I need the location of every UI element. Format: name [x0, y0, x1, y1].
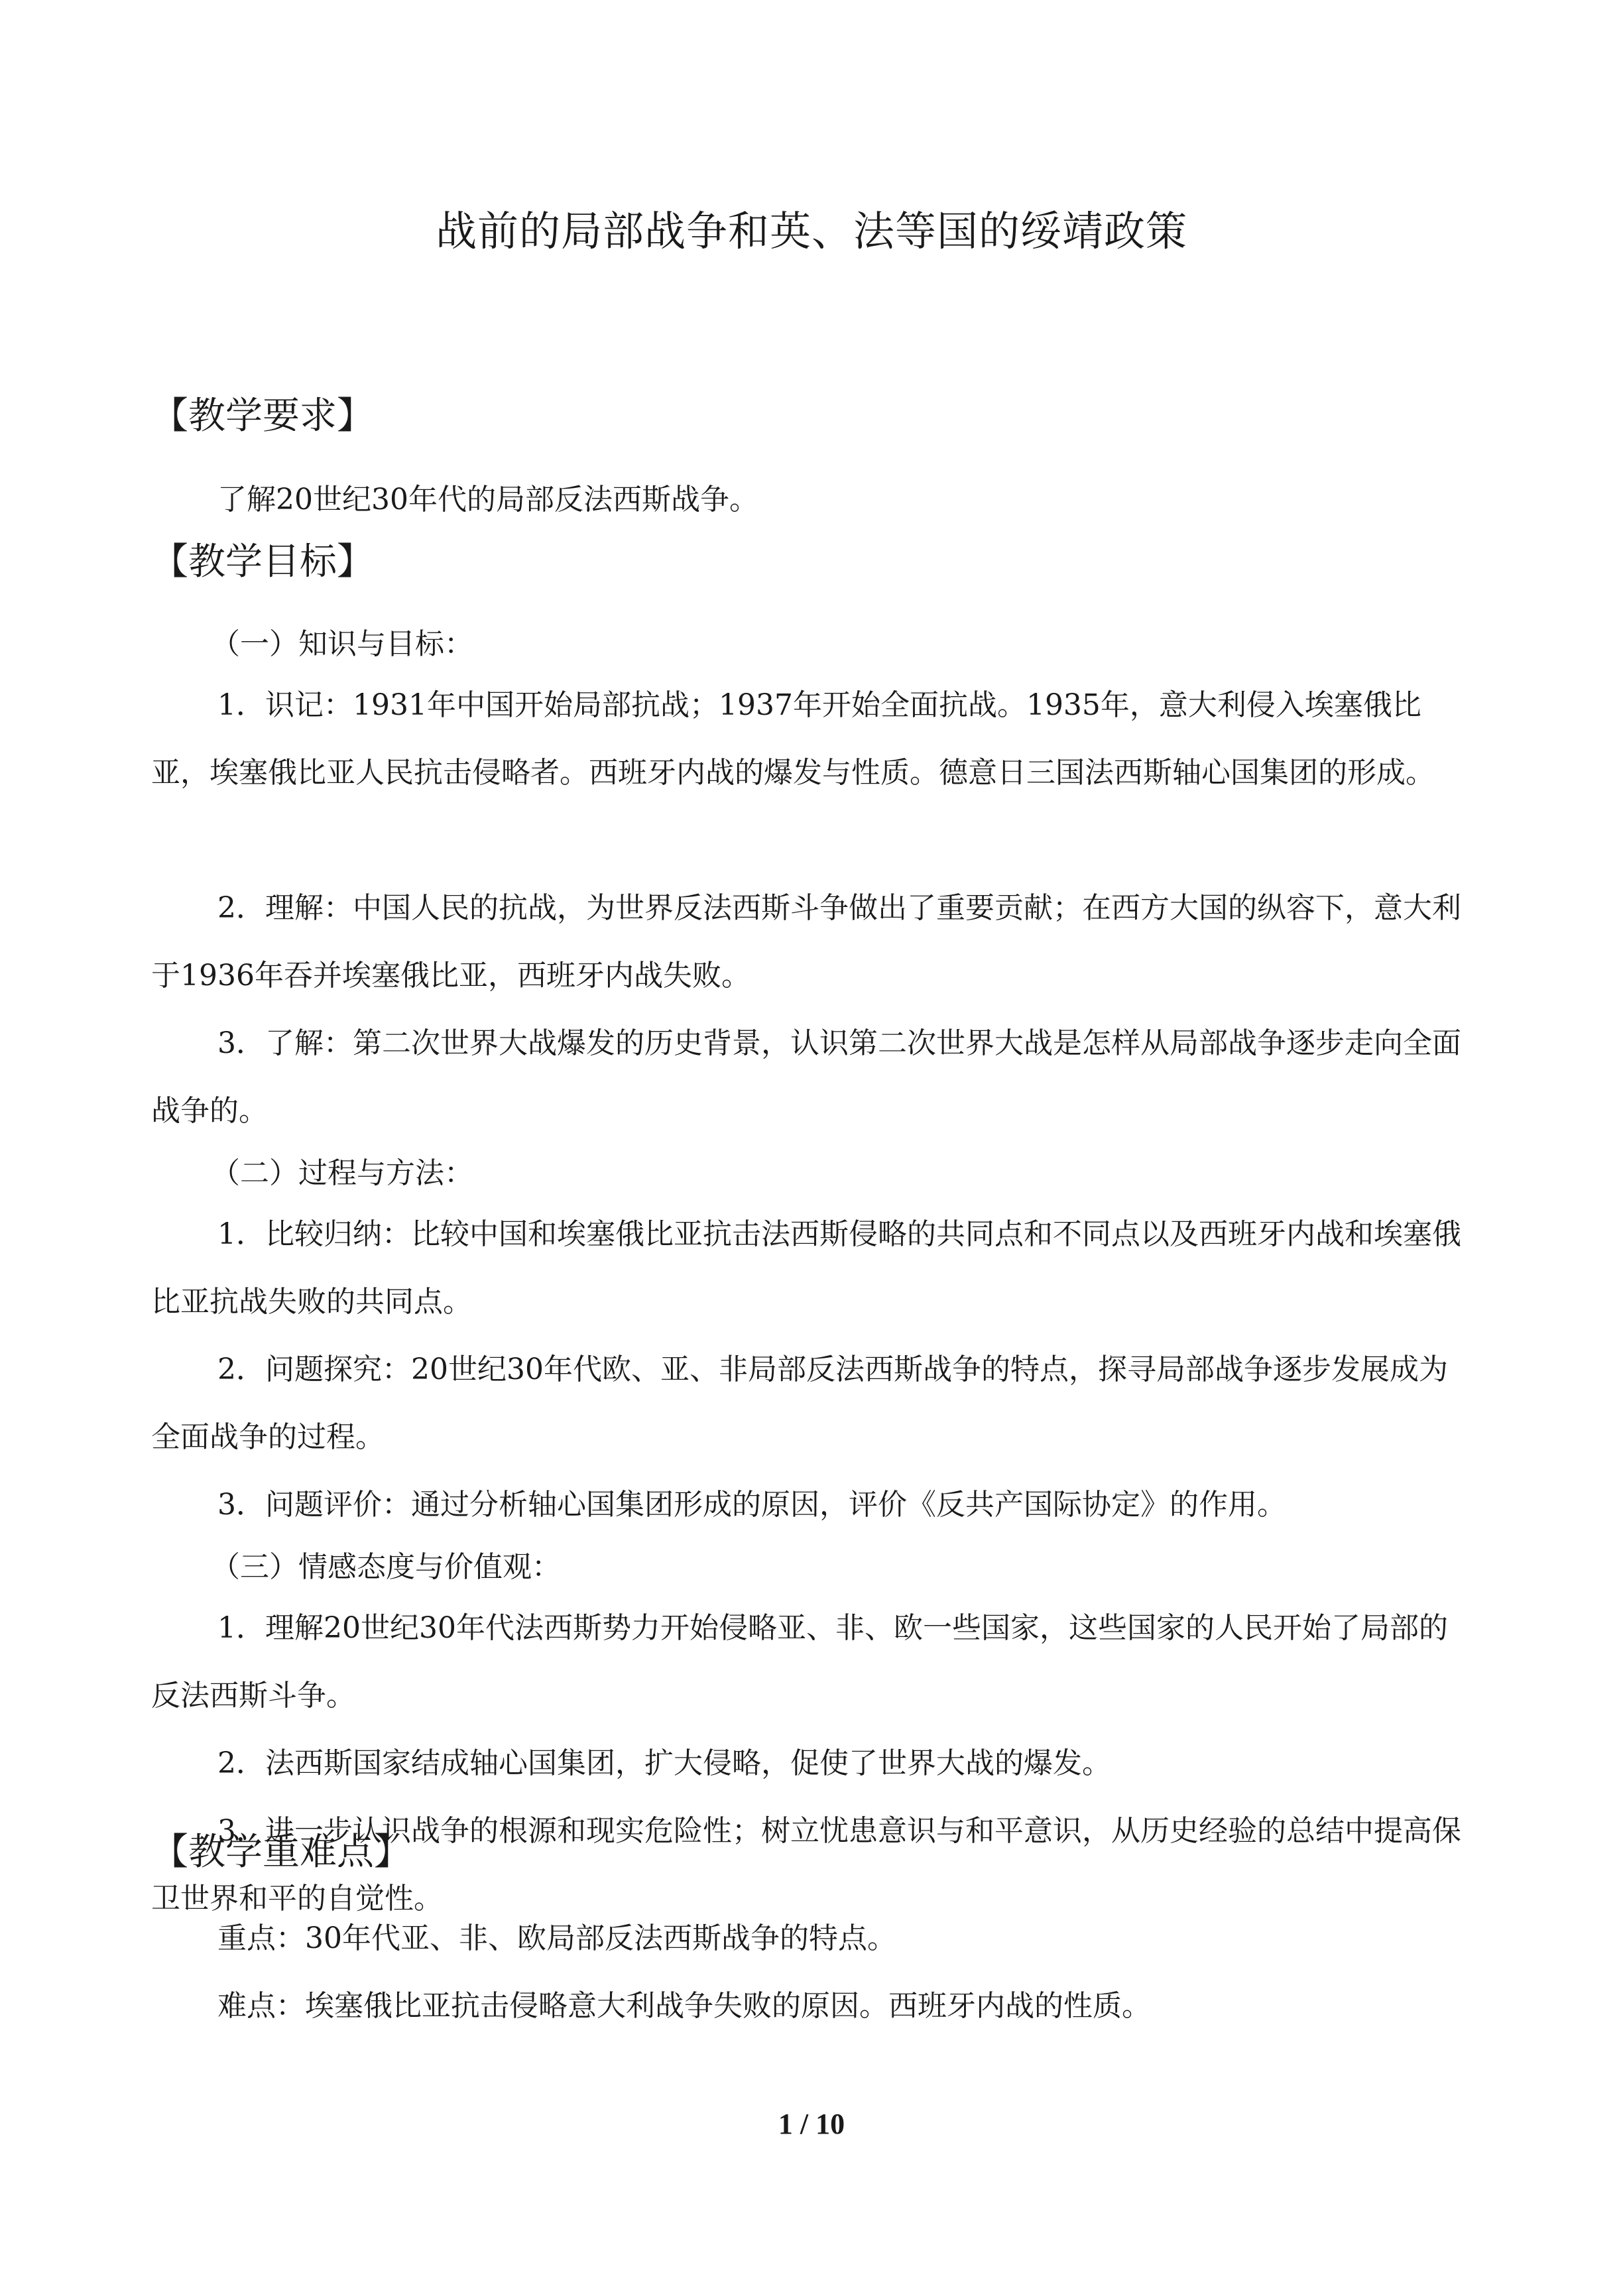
- knowledge-item-2: [151, 875, 1474, 1010]
- key-point-text: [151, 1905, 1474, 1972]
- requirements-text: [151, 466, 1474, 534]
- process-item-1: [151, 1201, 1474, 1336]
- heading-key-points: 【教学重难点】: [151, 1831, 411, 1874]
- page-number: 1 / 10: [778, 2108, 845, 2140]
- process-item-2-text: 2．问题探究：20世纪30年代欧、亚、非局部反法西斯战争的特点，探寻局部战争逐步发展成为全面战争的过程。: [151, 1353, 1448, 1454]
- requirements-text-content: 了解20世纪30年代的局部反法西斯战争。: [217, 483, 758, 516]
- process-item-2: [151, 1336, 1474, 1471]
- knowledge-item-1-text: 1．识记：1931年中国开始局部抗战；1937年开始全面抗战。1935年，意大利侵入埃塞俄比亚，埃塞俄比亚人民抗击侵略者。西班牙内战的爆发与性质。德意日三国法西斯轴心国集团的形成。: [151, 688, 1435, 790]
- process-item-3: [151, 1471, 1474, 1539]
- knowledge-item-3: [151, 1010, 1474, 1145]
- process-label: （二）过程与方法：: [211, 1156, 473, 1190]
- knowledge-item-1: [151, 672, 1474, 807]
- process-item-1-text: 1．比较归纳：比较中国和埃塞俄比亚抗击法西斯侵略的共同点和不同点以及西班牙内战和埃塞俄比亚抗战失败的共同点。: [151, 1217, 1461, 1319]
- difficult-point-text-content: 难点：埃塞俄比亚抗击侵略意大利战争失败的原因。西班牙内战的性质。: [217, 1989, 1151, 2023]
- emotion-item-1-text: 1．理解20世纪30年代法西斯势力开始侵略亚、非、欧一些国家，这些国家的人民开始了局部的反法西斯斗争。: [151, 1611, 1448, 1713]
- emotion-item-3-text: 3．进一步认识战争的根源和现实危险性；树立忧患意识与和平意识，从历史经验的总结中提高保卫世界和平的自觉性。: [151, 1814, 1461, 1915]
- emotion-item-2: [151, 1730, 1474, 1797]
- document-title: 战前的局部战争和英、法等国的绥靖政策: [435, 207, 1187, 255]
- key-point-text-content: 重点：30年代亚、非、欧局部反法西斯战争的特点。: [217, 1921, 896, 1955]
- knowledge-item-2-text: 2．理解：中国人民的抗战，为世界反法西斯斗争做出了重要贡献；在西方大国的纵容下，意大利于1936年吞并埃塞俄比亚，西班牙内战失败。: [151, 891, 1461, 993]
- difficult-point-text: [151, 1972, 1474, 2040]
- heading-objectives: 【教学目标】: [151, 540, 374, 583]
- knowledge-item-3-text: 3．了解：第二次世界大战爆发的历史背景，认识第二次世界大战是怎样从局部战争逐步走向全面战争的。: [151, 1026, 1461, 1128]
- heading-requirements: 【教学要求】: [151, 394, 374, 438]
- knowledge-label: （一）知识与目标：: [211, 627, 473, 661]
- emotion-item-2-text: 2．法西斯国家结成轴心国集团，扩大侵略，促使了世界大战的爆发。: [217, 1746, 1111, 1780]
- emotion-label: （三）情感态度与价值观：: [211, 1550, 561, 1584]
- process-item-3-text: 3．问题评价：通过分析轴心国集团形成的原因，评价《反共产国际协定》的作用。: [217, 1488, 1286, 1522]
- emotion-item-1: [151, 1595, 1474, 1730]
